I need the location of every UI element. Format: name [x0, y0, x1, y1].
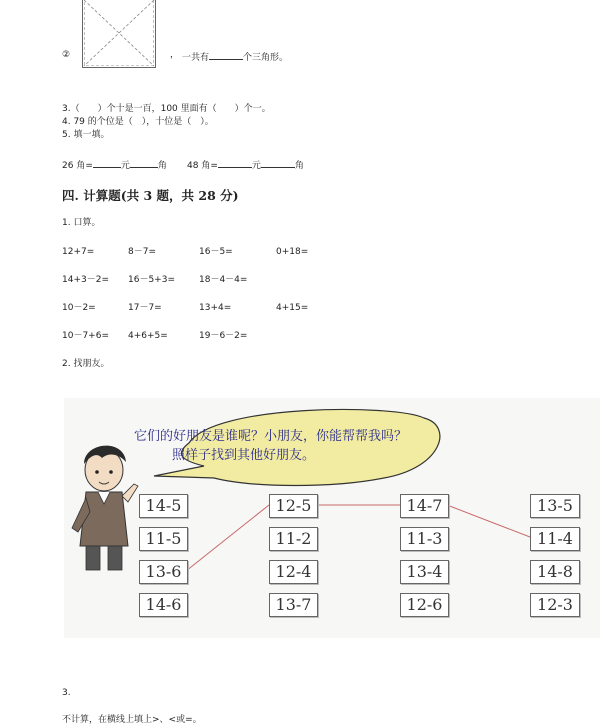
calc-item: 4+6+5= [128, 331, 168, 341]
bubble-line-2: 照样子找到其他好朋友。 [172, 448, 316, 463]
calc-item: 16－5+3= [128, 275, 175, 285]
q5-p1-prefix: 26 角= [62, 161, 93, 171]
card-13-5[interactable]: 13-5 [530, 494, 580, 518]
calc-item: 17－7= [128, 303, 162, 313]
card-11-5[interactable]: 11-5 [139, 527, 188, 551]
card-14-7[interactable]: 14-7 [400, 494, 449, 518]
card-13-4[interactable]: 13-4 [400, 560, 449, 584]
square-x-figure [82, 0, 156, 68]
q3-text: 3.（ ）个十是一百，100 里面有（ ）个一。 [62, 104, 271, 114]
q5-problem-2 [187, 158, 304, 172]
q5-text: 5. 填一填。 [62, 130, 110, 140]
q5-p1-jiao: 角 [157, 161, 167, 171]
q2-number: ② [62, 50, 71, 60]
q5-p2-jiao: 角 [294, 161, 304, 171]
calc1-title: 1. 口算。 [62, 218, 101, 228]
calc-item: 14+3－2= [62, 275, 109, 285]
q5-problem-1 [62, 158, 167, 172]
q2-answer-blank[interactable] [209, 50, 243, 60]
calc-item: 10－2= [62, 303, 96, 313]
calc-item: 19－6－2= [199, 331, 248, 341]
card-11-3[interactable]: 11-3 [400, 527, 449, 551]
card-12-4[interactable]: 12-4 [269, 560, 318, 584]
card-12-6[interactable]: 12-6 [400, 593, 449, 617]
calc-item: 0+18= [276, 247, 309, 257]
card-11-4[interactable]: 11-4 [530, 527, 580, 551]
card-14-8[interactable]: 14-8 [530, 560, 580, 584]
card-14-5[interactable]: 14-5 [139, 494, 188, 518]
calc-item: 8－7= [128, 247, 156, 257]
q2-comma: ， [170, 50, 180, 60]
match-line [186, 505, 269, 571]
section-title: 四. 计算题(共 3 题，共 28 分) [62, 188, 239, 203]
q5-p2-yuan: 元 [251, 161, 261, 171]
calc2-title: 2. 找朋友。 [62, 359, 110, 369]
card-12-3[interactable]: 12-3 [530, 593, 580, 617]
card-12-5[interactable]: 12-5 [269, 494, 318, 518]
card-13-7[interactable]: 13-7 [269, 593, 318, 617]
calc3-number: 3. [62, 688, 71, 698]
calc-item: 13+4= [199, 303, 232, 313]
q2-line [182, 50, 288, 64]
q5-p2-jiao-blank[interactable] [261, 158, 295, 168]
card-11-2[interactable]: 11-2 [269, 527, 318, 551]
q5-p1-yuan-blank[interactable] [93, 158, 121, 168]
calc-item: 16－5= [199, 247, 233, 257]
find-friends-illustration [64, 398, 600, 638]
card-13-6[interactable]: 13-6 [139, 560, 188, 584]
q4-text: 4. 79 的个位是（ ），十位是（ ）。 [62, 117, 214, 127]
bubble-line-1: 它们的好朋友是谁呢？小朋友，你能帮帮我吗？ [134, 429, 408, 444]
q2-text-before: 一共有 [182, 53, 210, 63]
q2-text-after: 个三角形。 [243, 53, 289, 63]
match-line [447, 505, 530, 537]
calc-item: 10－7+6= [62, 331, 109, 341]
calc-item: 12+7= [62, 247, 95, 257]
q5-p1-yuan: 元 [120, 161, 130, 171]
calc-item: 4+15= [276, 303, 309, 313]
calc3-text: 不计算，在横线上填上>、<或=。 [62, 715, 202, 725]
q5-p2-yuan-blank[interactable] [218, 158, 252, 168]
q5-p2-prefix: 48 角= [187, 161, 218, 171]
card-14-6[interactable]: 14-6 [139, 593, 188, 617]
q5-p1-jiao-blank[interactable] [130, 158, 158, 168]
calc-item: 18－4－4= [199, 275, 248, 285]
